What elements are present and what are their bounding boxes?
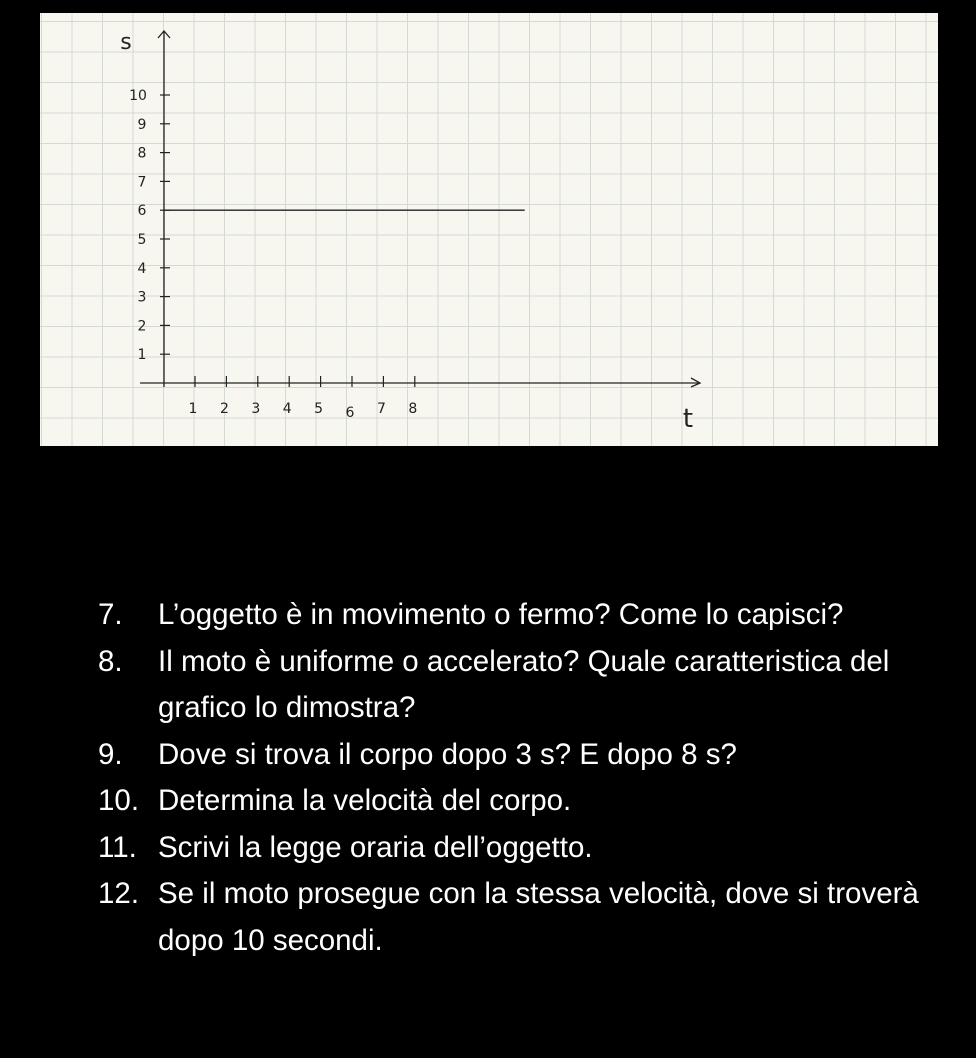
question-item <box>98 778 928 825</box>
x-tick-label: 7 <box>376 401 386 417</box>
x-tick-label: 3 <box>251 401 261 417</box>
x-tick-label: 8 <box>408 401 418 417</box>
question-list <box>98 592 928 964</box>
x-tick-label: 5 <box>314 401 324 417</box>
y-tick-label: 10 <box>129 88 147 104</box>
y-axis-label: s <box>120 30 132 55</box>
y-tick-label: 3 <box>137 289 147 306</box>
question-item <box>98 732 928 779</box>
y-tick-label: 1 <box>137 347 147 364</box>
y-tick-label: 4 <box>137 260 147 277</box>
y-tick-label: 2 <box>137 318 147 335</box>
question-text: Determina la velocità del corpo. <box>158 784 572 817</box>
position-time-chart <box>40 13 938 446</box>
y-tick-label: 6 <box>137 203 147 220</box>
x-tick-label: 1 <box>188 401 198 417</box>
question-number: 11. <box>98 830 137 864</box>
question-text: Se il moto prosegue con la stessa velocità, dove si troverà dopo 10 secondi. <box>158 877 919 957</box>
y-tick-label: 7 <box>137 174 147 191</box>
question-number: 7. <box>98 598 123 631</box>
question-number: 8. <box>98 644 123 678</box>
y-tick-label: 5 <box>137 232 147 248</box>
question-text: L’oggetto è in movimento o fermo? Come lo capisci? <box>158 598 844 631</box>
x-axis-label: t <box>682 404 694 434</box>
question-number: 10. <box>98 784 140 817</box>
question-item <box>98 825 928 872</box>
question-text: Scrivi la legge oraria dell’oggetto. <box>158 830 593 864</box>
x-tick-label: 4 <box>282 401 292 417</box>
question-item <box>98 592 928 639</box>
graph-panel <box>40 13 938 446</box>
question-item <box>98 639 928 732</box>
question-number: 9. <box>98 737 123 771</box>
x-tick-label: 6 <box>345 405 355 421</box>
x-tick-label: 2 <box>219 401 229 417</box>
question-text: Il moto è uniforme o accelerato? Quale caratteristica del grafico lo dimostra? <box>158 644 890 724</box>
question-number: 12. <box>98 877 140 910</box>
question-text: Dove si trova il corpo dopo 3 s? E dopo 8 s? <box>158 737 737 771</box>
y-tick-label: 9 <box>137 116 147 133</box>
question-item <box>98 871 928 964</box>
y-tick-label: 8 <box>137 145 147 162</box>
